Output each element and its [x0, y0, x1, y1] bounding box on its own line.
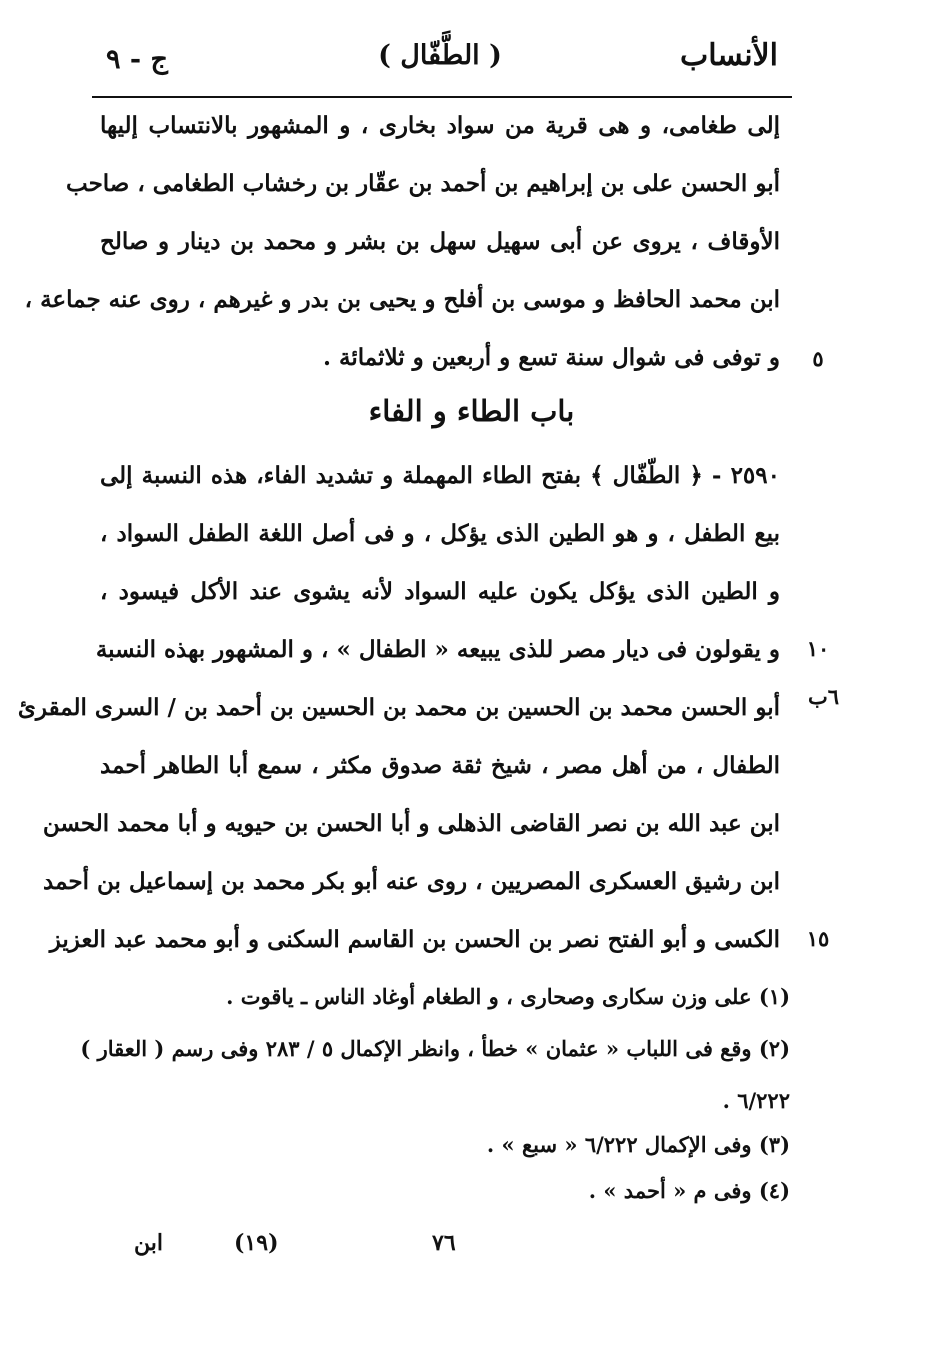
- text-line: الكسى و أبو الفتح نصر بن الحسن بن القاسم السكنى و أبو محمد عبد العزيز: [49, 926, 780, 953]
- catchword: ابن: [134, 1230, 163, 1256]
- text-line: ٢٥٩٠ - ﴿ الطّفّال ﴾ بفتح الطاء المهملة و تشديد الفاء، هذه النسبة إلى: [100, 462, 780, 489]
- text-line: إلى طغامى، و هى قرية من سواد بخارى ، و المشهور بالانتساب إليها: [100, 112, 780, 139]
- text-line: و الطين الذى يؤكل يكون عليه السواد لأنه يشوى عند الأكل فيسود ،: [100, 578, 780, 605]
- text-line: أبو الحسن محمد بن الحسين بن محمد بن الحسين بن أحمد بن / السرى المقرئ: [17, 694, 780, 721]
- footnote: (٤) وفى م « أحمد » .: [588, 1178, 790, 1203]
- text-line: ابن رشيق العسكرى المصريين ، روى عنه أبو بكر محمد بن إسماعيل بن أحمد: [43, 868, 780, 895]
- text-line: ابن محمد الحافظ و موسى بن أفلح و يحيى بن بدر و غيرهم ، روى عنه جماعة ،: [24, 286, 780, 313]
- signature-mark: (١٩): [234, 1230, 279, 1256]
- text-line: بيع الطفل ، و هو الطين الذى يؤكل ، و فى أصل اللغة الطفل السواد ،: [100, 520, 780, 547]
- page-header: [90, 38, 790, 88]
- footnote: (٢) وقع فى اللباب « عثمان » خطأ ، وانظر الإكمال ٥ / ٢٨٣ وفى رسم ( العقار ): [80, 1036, 790, 1061]
- section-heading: باب الطاء و الفاء: [368, 394, 575, 428]
- page-number: ٧٦: [432, 1230, 456, 1256]
- line-number-15: ١٥: [806, 926, 830, 951]
- entry-title: ( الطَّفّال ): [378, 40, 502, 71]
- text-line: و توفى فى شوال سنة تسع و أربعين و ثلاثمائة .: [323, 344, 780, 371]
- footnote-continuation: ٦/٢٢٢ .: [722, 1088, 790, 1113]
- line-number-10: ١٠: [806, 636, 830, 661]
- text-line: الطفال ، من أهل مصر ، شيخ ثقة صدوق مكثر ، سمع أبا الطاهر أحمد: [100, 752, 780, 779]
- text-line: و يقولون فى ديار مصر للذى يبيعه « الطفال » ، و المشهور بهذه النسبة: [95, 636, 780, 663]
- volume-label: ج - ٩: [106, 44, 168, 75]
- footnote: (٣) وفى الإكمال ٦/٢٢٢ « سبع » .: [486, 1132, 790, 1157]
- text-line: الأوقاف ، يروى عن أبى سهيل سهل بن بشر و محمد بن دينار و صالح: [100, 228, 780, 255]
- header-rule: [92, 96, 792, 98]
- line-number-5: ٥: [812, 346, 824, 371]
- text-line: ابن عبد الله بن نصر القاضى الذهلى و أبا الحسن بن حيويه و أبا محمد الحسن: [42, 810, 780, 837]
- running-title: الأنساب: [680, 38, 778, 73]
- footnote: (١) على وزن سكارى وصحارى ، و الطغام أوغاد الناس ـ ياقوت .: [226, 984, 790, 1009]
- margin-folio-marker: ٦ب: [808, 684, 840, 709]
- text-line: أبو الحسن على بن إبراهيم بن أحمد بن عقّار بن رخشاب الطغامى ، صاحب: [65, 170, 780, 197]
